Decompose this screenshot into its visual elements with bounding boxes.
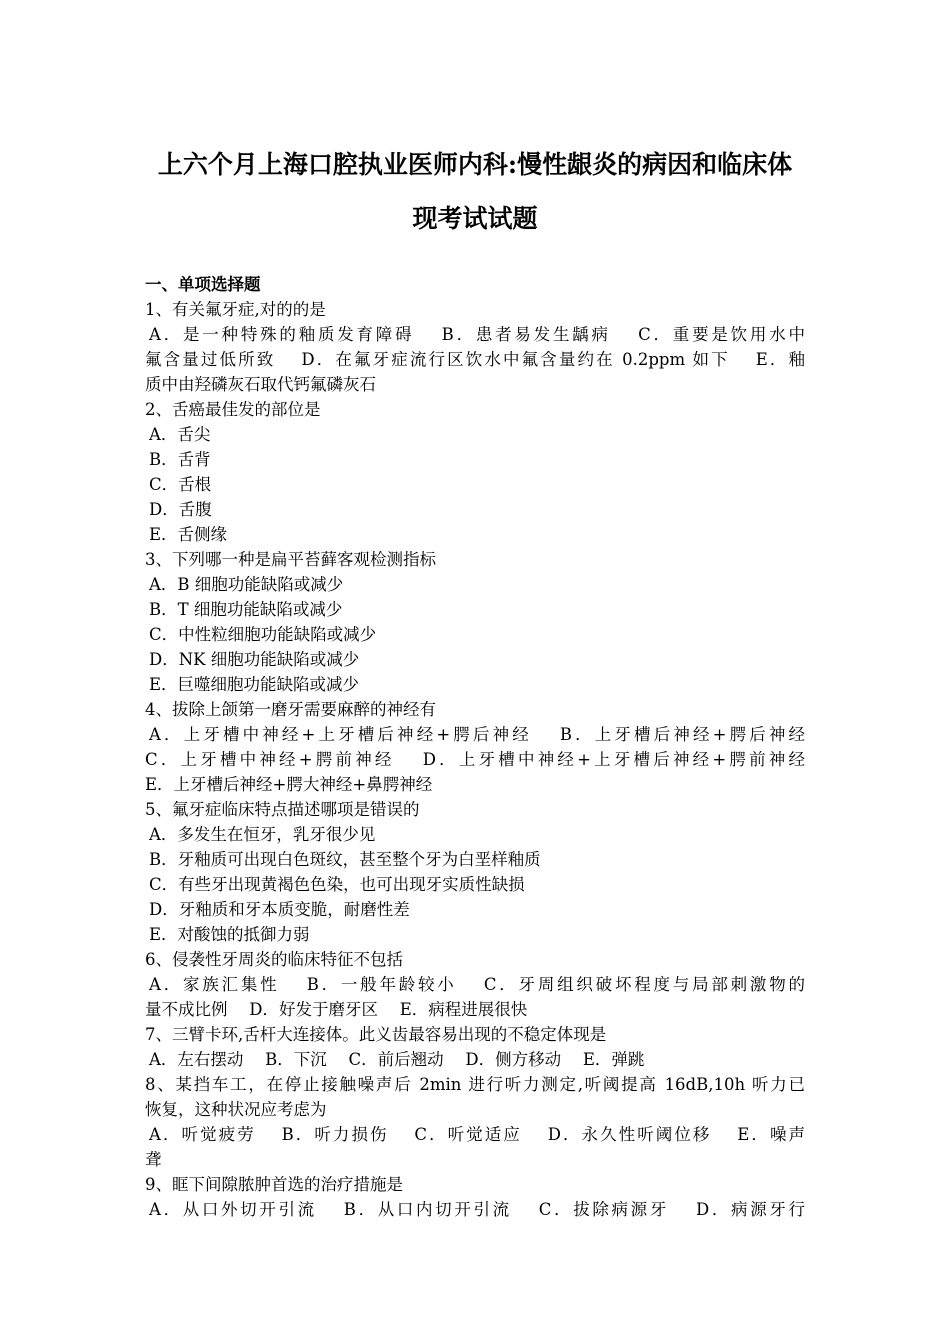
option-line: A．听觉疲劳 B．听力损伤 C．听觉适应 D．永久性听阈位移 E．噪声 bbox=[149, 1125, 805, 1144]
question-line: 8、某挡车工，在停止接触噪声后 2min 进行听力测定,听阈提高 16dB,10h 听力已 bbox=[145, 1075, 805, 1094]
title-line-2: 现考试试题 bbox=[412, 204, 538, 233]
option-line: A．多发生在恒牙，乳牙很少见 bbox=[149, 825, 376, 844]
option-line: C．舌根 bbox=[149, 475, 212, 494]
title-line-1: 上六个月上海口腔执业医师内科:慢性龈炎的病因和临床体 bbox=[157, 150, 793, 179]
question-line: 3、下列哪一种是扁平苔藓客观检测指标 bbox=[145, 550, 436, 569]
option-line: B．舌背 bbox=[149, 450, 211, 469]
option-line: 量不成比例 D．好发于磨牙区 E．病程进展很快 bbox=[145, 1000, 528, 1019]
option-line: A．上牙槽中神经+上牙槽后神经+腭后神经 B．上牙槽后神经+腭后神经 bbox=[149, 725, 805, 744]
option-line: E．巨噬细胞功能缺陷或减少 bbox=[149, 675, 360, 694]
option-line: 质中由羟磷灰石取代钙氟磷灰石 bbox=[145, 375, 376, 394]
section-heading: 一、单项选择题 bbox=[145, 275, 261, 294]
option-line: A．左右摆动 B．下沉 C．前后翘动 D．侧方移动 E．弹跳 bbox=[149, 1050, 645, 1069]
option-line: D．舌腹 bbox=[149, 500, 212, 519]
question-line: 7、三臂卡环,舌杆大连接体。此义齿最容易出现的不稳定体现是 bbox=[145, 1025, 607, 1044]
question-line: 恢复，这种状况应考虑为 bbox=[145, 1100, 327, 1119]
option-line: E．舌侧缘 bbox=[149, 525, 228, 544]
option-line: 聋 bbox=[145, 1150, 162, 1169]
option-line: A．是一种特殊的釉质发育障碍 B．患者易发生龋病 C．重要是饮用水中 bbox=[149, 325, 805, 344]
option-line: D．NK 细胞功能缺陷或减少 bbox=[149, 650, 360, 669]
option-line: A．B 细胞功能缺陷或减少 bbox=[149, 575, 344, 594]
question-line: 5、氟牙症临床特点描述哪项是错误的 bbox=[145, 800, 420, 819]
option-line: C．有些牙出现黄褐色色染，也可出现牙实质性缺损 bbox=[149, 875, 525, 894]
question-line: 6、侵袭性牙周炎的临床特征不包括 bbox=[145, 950, 403, 969]
question-line: 2、舌癌最佳发的部位是 bbox=[145, 400, 321, 419]
question-list bbox=[145, 297, 805, 1222]
option-line: A．从口外切开引流 B．从口内切开引流 C．拔除病源牙 D．病源牙行 bbox=[149, 1200, 805, 1219]
question-line: 4、拔除上颌第一磨牙需要麻醉的神经有 bbox=[145, 700, 436, 719]
option-line: C．上牙槽中神经+腭前神经 D．上牙槽中神经+上牙槽后神经+腭前神经 bbox=[145, 750, 805, 769]
option-line: B．牙釉质可出现白色斑纹，甚至整个牙为白垩样釉质 bbox=[149, 850, 541, 869]
option-line: A．家族汇集性 B．一般年龄较小 C．牙周组织破坏程度与局部刺激物的 bbox=[149, 975, 805, 994]
option-line: E．上牙槽后神经+腭大神经+鼻腭神经 bbox=[145, 775, 433, 794]
option-line: D．牙釉质和牙本质变脆，耐磨性差 bbox=[149, 900, 410, 919]
option-line: E．对酸蚀的抵御力弱 bbox=[149, 925, 310, 944]
question-line: 9、眶下间隙脓肿首选的治疗措施是 bbox=[145, 1175, 403, 1194]
question-line: 1、有关氟牙症,对的的是 bbox=[145, 300, 326, 319]
option-line: 氟含量过低所致 D．在氟牙症流行区饮水中氟含量约在 0.2ppm 如下 E．釉 bbox=[145, 350, 805, 369]
option-line: C．中性粒细胞功能缺陷或减少 bbox=[149, 625, 377, 644]
option-line: A．舌尖 bbox=[149, 425, 211, 444]
option-line: B．T 细胞功能缺陷或减少 bbox=[149, 600, 343, 619]
document-title bbox=[145, 138, 805, 246]
